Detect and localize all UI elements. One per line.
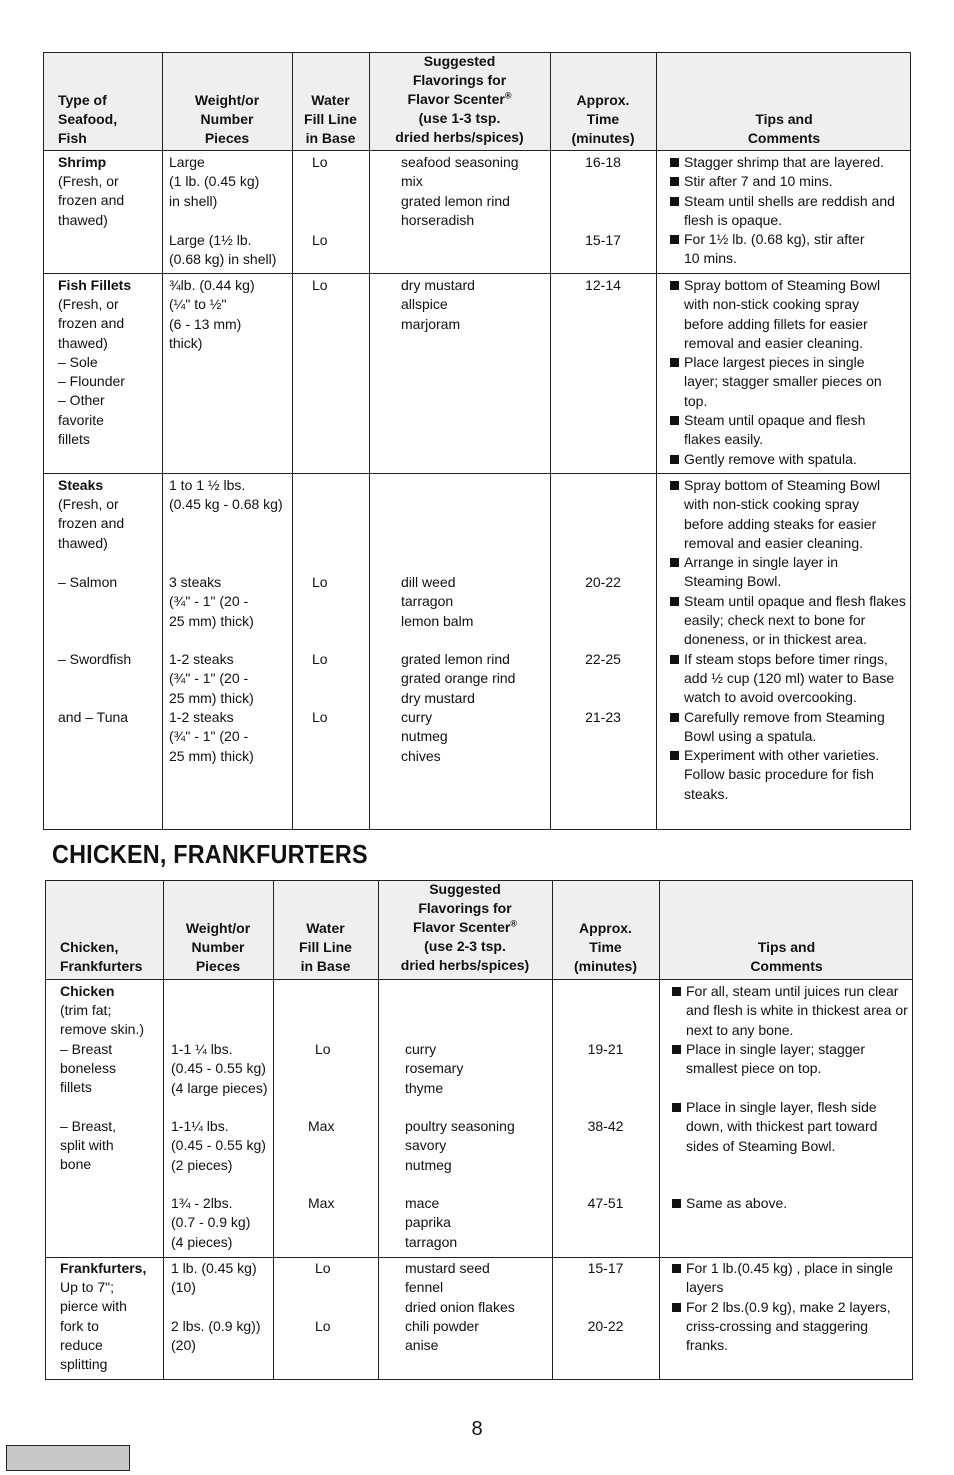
bullet-square-icon — [670, 713, 679, 722]
steaks-salmon-weight: 3 steaks (¾" - 1" (20 - 25 mm) thick) — [169, 574, 254, 629]
steaks-weight-head: 1 to 1 ½ lbs. (0.45 kg - 0.68 kg) — [169, 477, 283, 513]
bullet-square-icon — [670, 655, 679, 664]
tip-item — [672, 1259, 908, 1298]
seafood-header-tips: Tips and Comments — [747, 111, 821, 146]
steaks-swordfish-water: Lo — [312, 651, 328, 667]
shrimp-time-1: 16-18 — [585, 154, 621, 170]
tip-item — [670, 230, 906, 269]
chicken-flavor-1: curry rosemary thyme — [405, 1041, 464, 1096]
tip-item — [670, 708, 908, 747]
tip-text: For all, steam until juices run clear and flesh is white in thickest area or next to any bone. — [686, 983, 908, 1038]
tip-item — [670, 650, 908, 708]
tip-text: For 2 lbs.(0.9 kg), make 2 layers, criss-crossing and staggering franks. — [686, 1298, 891, 1354]
chicken-name: Chicken — [60, 983, 115, 999]
tip-text: For 1 lb.(0.45 kg) , place in single layers — [686, 1260, 893, 1296]
bullet-square-icon — [670, 358, 679, 367]
chicken-water-2: Max — [308, 1118, 335, 1134]
chicken-row-divider — [46, 1257, 912, 1258]
chicken-weight-3: 1¾ - 2lbs. (0.7 - 0.9 kg) (4 pieces) — [171, 1195, 251, 1250]
steaks-salmon-time: 20-22 — [585, 574, 621, 590]
bullet-square-icon — [670, 177, 679, 186]
chicken-header-flavorings: Suggested Flavorings for Flavor Scenter® (use 2-3 tsp. dried herbs/spices) — [400, 881, 530, 973]
seafood-header-flavorings: Suggested Flavorings for Flavor Scenter® (use 1-3 tsp. dried herbs/spices) — [395, 53, 524, 145]
bullet-square-icon — [670, 455, 679, 464]
bullet-square-icon — [672, 1045, 681, 1054]
shrimp-water-1: Lo — [312, 154, 328, 170]
tip-text: If steam stops before timer rings, add ½ cup (120 ml) water to Base watch to avoid overcooking. — [684, 650, 895, 706]
bullet-square-icon — [672, 1103, 681, 1112]
chicken-header-time: Approx. Time (minutes) — [574, 920, 637, 974]
bullet-square-icon — [670, 158, 679, 167]
tip-item — [672, 1040, 908, 1079]
steaks-tuna-time: 21-23 — [585, 709, 621, 725]
tip-item — [670, 353, 896, 411]
steaks-salmon: – Salmon — [58, 574, 118, 590]
tip-item — [672, 1298, 908, 1356]
frankfurters-type-note: Up to 7"; pierce with fork to reduce splitting — [60, 1279, 127, 1373]
seafood-col-divider-1 — [162, 53, 163, 829]
steaks-swordfish-weight: 1-2 steaks (¾" - 1" (20 - 25 mm) thick) — [169, 651, 254, 706]
seafood-row-divider-1 — [44, 273, 910, 274]
seafood-col-divider-3 — [369, 53, 370, 829]
tip-item — [670, 450, 896, 469]
steaks-swordfish-time: 22-25 — [585, 651, 621, 667]
fillets-flavorings: dry mustard allspice marjoram — [401, 277, 475, 332]
frankfurters-time-1: 15-17 — [587, 1260, 624, 1276]
shrimp-type-note: (Fresh, or frozen and thawed) — [58, 173, 125, 228]
chicken-weight-1: 1-1 ¼ lbs. (0.45 - 0.55 kg) (4 large pieces) — [171, 1041, 268, 1096]
bullet-square-icon — [672, 1264, 681, 1273]
chicken-header-tips: Tips and Comments — [750, 939, 823, 974]
shrimp-weight-1: Large (1 lb. (0.45 kg) in shell) — [169, 154, 260, 209]
fillets-tips — [670, 276, 896, 469]
fillets-weight: ¾lb. (0.44 kg) (¼" to ½" (6 - 13 mm) thick) — [169, 277, 255, 351]
tip-text: Carefully remove from Steaming Bowl using a spatula. — [684, 708, 885, 744]
tip-item — [670, 553, 908, 592]
tip-item — [670, 172, 906, 191]
seafood-header-weight: Weight/or Number Pieces — [194, 92, 260, 146]
fillets-name: Fish Fillets — [58, 277, 132, 293]
fillets-type-note: (Fresh, or frozen and thawed) – Sole – Flounder – Other favorite fillets — [58, 296, 125, 448]
seafood-row-divider-2 — [44, 473, 910, 474]
fillets-time: 12-14 — [585, 277, 621, 293]
frankfurters-weight-2: 2 lbs. (0.9 kg)) (20) — [171, 1318, 261, 1354]
chicken-tips-2 — [672, 1098, 908, 1156]
chicken-type-note: (trim fat; remove skin.) – Breast boneless fillets – Breast, split with bone — [60, 1002, 145, 1173]
frankfurters-name: Frankfurters, — [60, 1260, 147, 1276]
seafood-table — [43, 52, 911, 830]
seafood-header-time: Approx. Time (minutes) — [571, 92, 635, 146]
bullet-square-icon — [670, 597, 679, 606]
steaks-swordfish-flavor: grated lemon rind grated orange rind dry mustard — [401, 651, 516, 706]
seafood-col-divider-5 — [656, 53, 657, 829]
chicken-header-type: Chicken, Frankfurters — [60, 939, 143, 974]
tip-item — [670, 592, 908, 650]
frankfurters-time-2: 20-22 — [587, 1318, 624, 1334]
chicken-tips-1 — [672, 982, 908, 1078]
shrimp-name: Shrimp — [58, 154, 107, 170]
tip-item — [670, 276, 896, 353]
tip-text: Stir after 7 and 10 mins. — [684, 173, 833, 190]
shrimp-weight-2: Large (1½ lb. (0.68 kg) in shell) — [169, 232, 277, 268]
seafood-col-divider-2 — [292, 53, 293, 829]
tip-text: Spray bottom of Steaming Bowl with non-stick cooking spray before adding fillets for easier removal and easier cleaning. — [684, 277, 881, 351]
page-number: 8 — [471, 1418, 483, 1440]
tip-text: For 1½ lb. (0.68 kg), stir after 10 mins. — [684, 231, 865, 267]
tip-text: Spray bottom of Steaming Bowl with non-stick cooking spray before adding steaks for easier removal and easier cleaning. — [684, 477, 881, 551]
chicken-weight-2: 1-1¼ lbs. (0.45 - 0.55 kg) (2 pieces) — [171, 1118, 266, 1173]
bullet-square-icon — [672, 987, 681, 996]
tip-item — [670, 411, 896, 450]
chicken-header-weight: Weight/or Number Pieces — [185, 920, 251, 974]
steaks-salmon-water: Lo — [312, 574, 328, 590]
tip-text: Stagger shrimp that are layered. — [684, 154, 884, 170]
gray-bar-mark — [6, 1445, 130, 1471]
chicken-tips-3 — [672, 1194, 908, 1213]
tip-item — [670, 153, 906, 172]
chicken-time-3: 47-51 — [587, 1195, 624, 1211]
steaks-tuna: and – Tuna — [58, 709, 129, 725]
seafood-header-water: Water Fill Line in Base — [304, 92, 357, 146]
fillets-water: Lo — [312, 277, 328, 293]
seafood-header-divider — [44, 150, 910, 151]
bullet-square-icon — [670, 281, 679, 290]
chicken-header-divider — [46, 979, 912, 980]
frankfurters-tips — [672, 1259, 908, 1355]
tip-item — [672, 1098, 908, 1156]
bullet-square-icon — [670, 416, 679, 425]
frankfurters-water-2: Lo — [315, 1318, 331, 1334]
tip-text: Same as above. — [686, 1195, 788, 1211]
tip-text: Place largest pieces in single layer; stagger smaller pieces on top. — [684, 354, 882, 409]
seafood-header-type: Type of Seafood, Fish — [58, 92, 118, 146]
bullet-square-icon — [670, 751, 679, 760]
tip-text: Place in single layer, flesh side down, with thickest part toward sides of Steaming Bowl. — [686, 1099, 878, 1154]
tip-text: Experiment with other varieties. Follow basic procedure for fish steaks. — [684, 747, 880, 802]
frankfurters-weight-1: 1 lb. (0.45 kg) (10) — [171, 1260, 257, 1296]
chicken-water-3: Max — [308, 1195, 335, 1211]
frankfurters-water-1: Lo — [315, 1260, 331, 1276]
steaks-type-note: (Fresh, or frozen and thawed) — [58, 496, 125, 551]
frankfurters-flavorings: mustard seed fennel dried onion flakes chili powder anise — [405, 1260, 515, 1354]
tip-item — [670, 746, 908, 804]
chicken-water-1: Lo — [315, 1041, 331, 1057]
steaks-swordfish: – Swordfish — [58, 651, 132, 667]
tip-text: Gently remove with spatula. — [684, 450, 857, 467]
chicken-flavor-3: mace paprika tarragon — [405, 1195, 458, 1250]
steaks-salmon-flavor: dill weed tarragon lemon balm — [401, 574, 474, 629]
steaks-tips — [670, 476, 908, 804]
tip-item — [672, 1194, 908, 1213]
chicken-flavor-2: poultry seasoning savory nutmeg — [405, 1118, 515, 1173]
tip-item — [670, 192, 906, 231]
bullet-square-icon — [672, 1303, 681, 1312]
bullet-square-icon — [670, 481, 679, 490]
section-title: CHICKEN, FRANKFURTERS — [52, 839, 368, 869]
steaks-tuna-weight: 1-2 steaks (¾" - 1" (20 - 25 mm) thick) — [169, 709, 254, 764]
shrimp-flavorings: seafood seasoning mix grated lemon rind horseradish — [401, 154, 519, 228]
bullet-square-icon — [670, 558, 679, 567]
shrimp-water-2: Lo — [312, 232, 328, 248]
tip-text: Steam until shells are reddish and flesh is opaque. — [684, 192, 895, 228]
bullet-square-icon — [670, 235, 679, 244]
tip-text: Place in single layer; stagger smallest piece on top. — [686, 1040, 865, 1077]
steaks-tuna-water: Lo — [312, 709, 328, 725]
tip-text: Steam until opaque and flesh flakes easily. — [684, 412, 866, 448]
tip-text: Steam until opaque and flesh flakes easily; check next to bone for doneness, or in thickest area. — [684, 592, 906, 648]
shrimp-time-2: 15-17 — [585, 232, 621, 248]
shrimp-tips — [670, 153, 906, 269]
chicken-time-1: 19-21 — [587, 1041, 624, 1057]
chicken-time-2: 38-42 — [587, 1118, 624, 1134]
chicken-header-water: Water Fill Line in Base — [299, 920, 352, 974]
steaks-tuna-flavor: curry nutmeg chives — [401, 709, 448, 764]
tip-item — [670, 476, 908, 553]
chicken-table — [45, 880, 913, 1380]
steaks-name: Steaks — [58, 477, 104, 493]
tip-text: Arrange in single layer in Steaming Bowl. — [684, 554, 839, 590]
bullet-square-icon — [670, 197, 679, 206]
bullet-square-icon — [672, 1199, 681, 1208]
tip-item — [672, 982, 908, 1040]
